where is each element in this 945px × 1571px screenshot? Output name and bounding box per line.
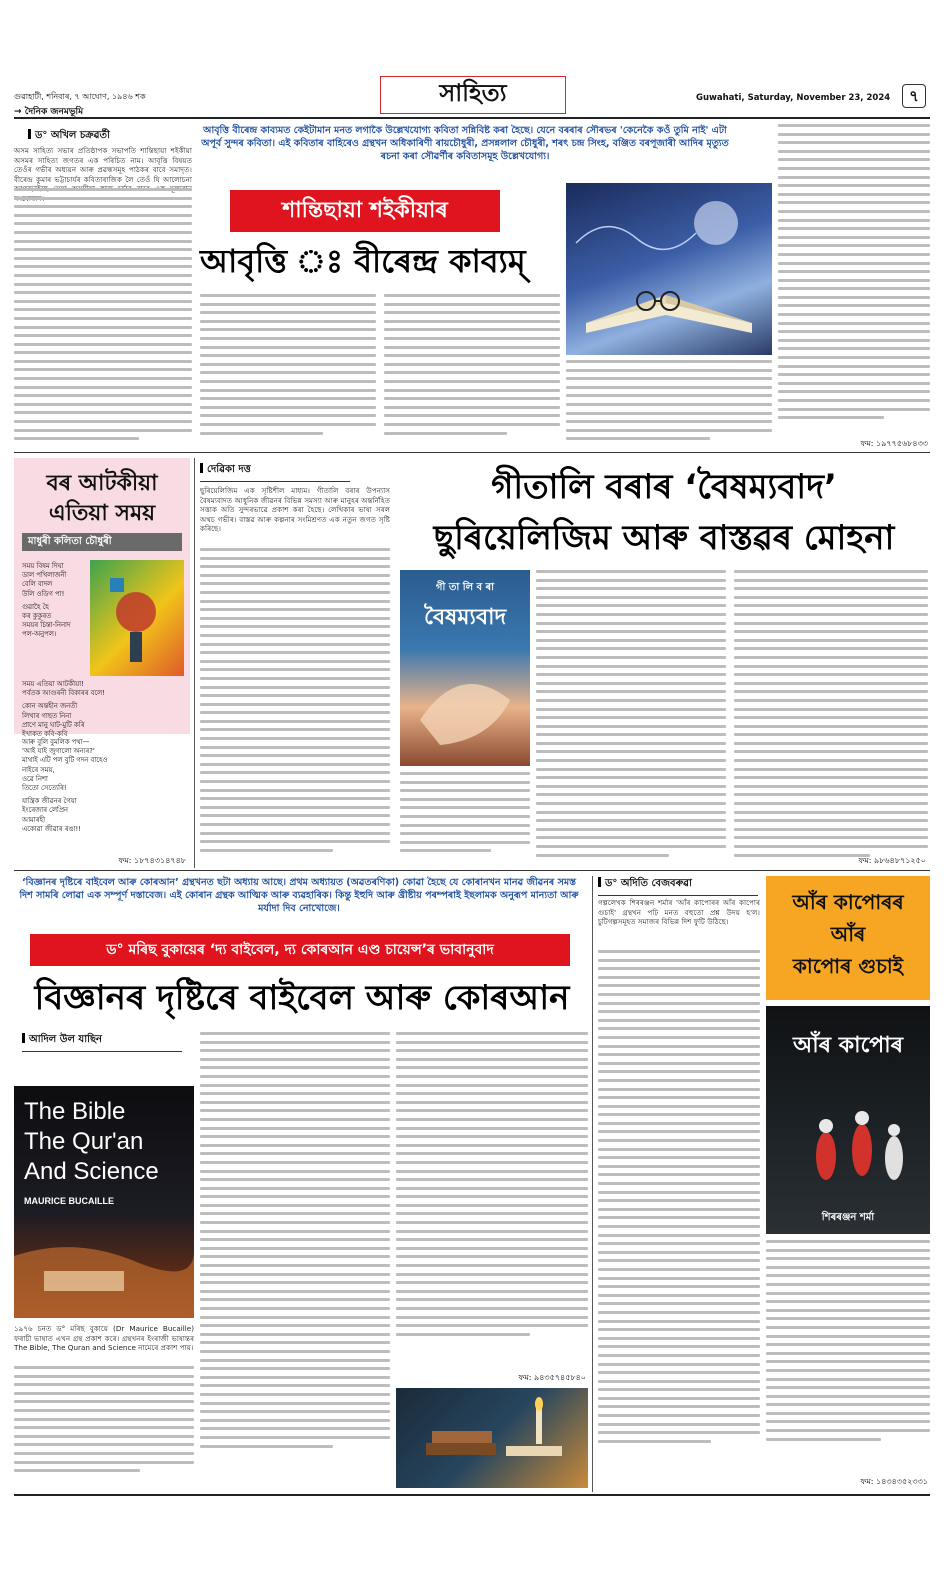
article3-title-line1: গীতালি বৰাৰ ‘বৈষম্যবাদ’ xyxy=(491,467,837,507)
article5-author: ড° অদিতি বেজবৰুৱা xyxy=(605,878,692,889)
article3-author: দেৱিকা দত্ত xyxy=(207,464,251,475)
poem-line: একোৱা জীৱাৰ ৰঙা!! xyxy=(22,824,81,833)
poem-line: প্ৰাণে মানু ঘাট-মুটি কৰি xyxy=(22,720,85,729)
poem-line: সময় বিষম দিঘা xyxy=(22,562,64,570)
article3-lead-text: ছুৰিয়েলিজিম এক সৃষ্টিশীল মাধ্যম। গীতালি বৰাৰ উপন্যাস বৈষম্যবাদত আধুনিক জীৱনৰ বিভিন্ন সমস্যা আৰু মানুহৰ অন্তৰ্নিহিত সত্তাক অতি সুন্দৰভাৱে প্ৰকাশ কৰা হৈছে। লেখিকাৰ ভাষা সৰল অথচ গভীৰ। বাস্তৱ আৰু কল্পনাৰ সংমিশ্ৰণত এক নতুন জগত সৃষ্টি কৰিছে। xyxy=(200,486,390,534)
article2-poem-lower xyxy=(14,738,190,850)
abstract-painting-illustration xyxy=(90,560,184,676)
article3-title-line2: ছুৰিয়েলিজিম আৰু বাস্তৱৰ মোহনা xyxy=(433,518,895,558)
section-title: সাহিত্য xyxy=(439,79,507,107)
poem-line: পৰ্বতক আগুৰনী বিকাৰৰ বলে! xyxy=(22,689,105,698)
poem-line: যান্ত্ৰিক জীৱনৰ গৈয়া xyxy=(22,797,77,806)
article2-poem xyxy=(22,562,90,640)
article4-intro: ‘বিজ্ঞানৰ দৃষ্টিৰে বাইবেল আৰু কোৰআন’ গ্ৰন্থখনত ছটা অধ্যায় আছে। প্ৰথম অধ্যায়ত (অৱতৰণিকা) কোৱা হৈছে যে কোৰানখন মানৱ জীৱনৰ সমস্ত দিশ সামৰি লোৱা এক সম্পূৰ্ণ দস্তাবেজ। এই কোৰান গ্ৰন্থক আত্মিক আৰু ব্যৱহাৰিক। কিন্তু ইহুদি আৰু খ্ৰীষ্টীয় পৰম্পৰাই ইছলামক অনুৰূপ মান্যতা আৰু মৰ্যাদা দিব নোখোজে। xyxy=(19,877,579,914)
article4-col2-body xyxy=(200,1032,390,1488)
poem-line: ডাল পখিলাজনী xyxy=(22,571,67,580)
article4-book-cover xyxy=(14,1086,194,1318)
books-candle-illustration xyxy=(396,1388,588,1488)
poem-line: আমাৰহী xyxy=(22,815,46,824)
poem-line: তিতো সেত্যেৰি! xyxy=(22,784,67,793)
article6-book-cover xyxy=(766,1006,930,1234)
book-cover-title-line: The Qur'an xyxy=(24,1128,144,1155)
open-book-illustration xyxy=(566,183,772,355)
paper-name-arrow: → xyxy=(14,107,25,117)
article2-poem-continued xyxy=(22,680,182,739)
poem-line: উলি ওডিগ পা! xyxy=(22,589,65,598)
poem-line: সময়ৰ চিন্তা-নিনাদ xyxy=(22,621,71,630)
article1-intro: আবৃত্তি বীৰেন্দ্ৰ কাব্যমত কেইটামান মনত লগাকৈ উল্লেখযোগ্য কবিতা সন্নিবিষ্ট কৰা হৈছে। যেনে বৰৰাৰ সৌৰভৰ 'কেনেকৈ কওঁ তুমি নাই' এটা অপূৰ্ব সুন্দৰ কবিতা। এই কবিতাৰ বাহিৰেও গ্ৰন্থখন অধিকাৰিণী ৰায়চৌধুৰী, প্ৰসন্নলাল চৌধুৰী, শৰৎ চন্দ্ৰ সিংহ, বঞ্জিত বৰপূজাৰী আদিৰ মৃত্যুত ৰচনা কৰা সৌৱৰ্ণীৰ কবিতাসমূহ উল্লেখযোগ্য। xyxy=(201,125,729,162)
article4-col1-body xyxy=(14,1366,194,1486)
poem-line: ওৱে নিশা xyxy=(22,774,48,783)
poem-line: ইংৰেজাৰ লেপ্ৰিন xyxy=(22,806,68,815)
article1-fam: ফম: ১৯৭৭৫৬৮৪৩৩ xyxy=(860,439,928,448)
page-number: ৭ xyxy=(902,84,926,108)
paper-name-text: দৈনিক জনমভূমি xyxy=(24,107,84,117)
article1-kicker: শান্তিছায়া শইকীয়াৰ xyxy=(230,190,500,232)
article6-title-line1: আঁৰ কাপোৰৰ xyxy=(792,890,904,914)
article5-lead-text: গল্পলেখক শিৰৰঞ্জন শৰ্মাৰ 'আঁৰ কাপোৰৰ আঁৰ কাপোৰ গুচাই' গ্ৰন্থখন পঢ়ি মনত বহুতো প্ৰশ্ন উদয় হ'ল। চুটিগল্পসমূহত সমাজৰ বিভিন্ন দিশ ফুটি উঠিছে। xyxy=(598,898,760,927)
poem-line: লিখাৰ গাছত নিনা xyxy=(22,711,72,720)
article2-author: মাধুৰী কলিতা চৌধুৰী xyxy=(28,536,112,547)
article6-body xyxy=(766,1240,930,1472)
poem-line: গুৱাহৈ হৈ xyxy=(22,602,49,611)
poem-line: 'আই যাই জুগালো অন্যৰ?' xyxy=(22,747,95,756)
article1-col5-body xyxy=(778,124,930,434)
article1-col3-body xyxy=(384,294,560,449)
article1-author: ড° অখিল চক্ৰৱৰ্তী xyxy=(35,130,110,141)
article1-title: আবৃত্তি ঃ বীৰেন্দ্ৰ কাব্যম্ xyxy=(200,242,526,280)
book-cover-title: আঁৰ কাপোৰ xyxy=(792,1033,904,1058)
byline-marker xyxy=(598,877,601,887)
poem-line: কোন অন্তহীন জনতী xyxy=(22,702,78,711)
article6-title-line2: আঁৰ xyxy=(830,922,866,946)
article2-right-rule xyxy=(194,458,195,868)
abstract-figure-illustration xyxy=(400,570,530,766)
header-right-date: Guwahati, Saturday, November 23, 2024 xyxy=(696,93,891,103)
section-box xyxy=(380,76,566,114)
article4-kicker: ড° মৰিছ বুকায়েৰ ‘দ্য বাইবেল, দ্য কোৰআন এণ্ড চায়েন্স’ৰ ভাবানুবাদ xyxy=(30,934,570,966)
article3-col3-body xyxy=(734,570,928,866)
poem-line: বেলি বাদল xyxy=(22,580,53,589)
article1-col4-body xyxy=(566,360,772,450)
article2-title-line2: এতিয়া সময় xyxy=(48,501,156,526)
book-cover-author: MAURICE BUCAILLE xyxy=(24,1196,114,1206)
article3-col1-body xyxy=(200,548,390,866)
article2-image xyxy=(90,560,184,676)
article4-byline xyxy=(22,1032,182,1052)
article3-byline xyxy=(200,462,350,482)
poem-line: মাথাই এটি পল বুটি গদন বাহেও xyxy=(22,756,108,765)
header-left-date: গুৱাহাটী, শনিবাৰ, ৭ আঘোণ, ১৯৪৬ শক xyxy=(14,92,146,101)
article1-image xyxy=(566,183,772,355)
article5-byline xyxy=(598,876,758,896)
ancient-scroll-illustration xyxy=(14,1086,194,1318)
article1-col2-body xyxy=(200,294,376,449)
book-cover-author: গী তা লি ব ৰা xyxy=(435,582,495,593)
page-bottom-rule xyxy=(14,1494,930,1496)
book-cover-title: বৈষম্যবাদ xyxy=(423,605,507,630)
book-cover-title-line: The Bible xyxy=(24,1098,126,1125)
book-cover-author: শিৰৰঞ্জন শৰ্মা xyxy=(821,1212,875,1223)
poem-line: নাইৰে সময়, xyxy=(22,765,55,774)
poem-line: কৰ কুকুৰত xyxy=(22,612,52,621)
article3-bottom-rule xyxy=(14,870,930,871)
article2-fam: ফম: ১৮৭৪৩১৪৭৪৮ xyxy=(118,856,186,865)
article1-bottom-rule xyxy=(14,452,930,453)
article4-lead-text: ১৯৭৬ চনত ড° মৰিছ বুকায়ে (Dr Maurice Bucaille) ফৰাচী ভাষাত এখন গ্ৰন্থ প্ৰকাশ কৰে। গ্ৰন্থখনৰ ইংৰাজী ভাষান্তৰ The Bible, The Quran and Science নামেৰে প্ৰকাশ পায়। xyxy=(14,1324,194,1353)
poem-line: সময় এতিয়া আটকীয়া! xyxy=(22,680,84,688)
article4-title: বিজ্ঞানৰ দৃষ্টিৰে বাইবেল আৰু কোৰআন xyxy=(34,978,570,1018)
article4-image xyxy=(396,1388,588,1488)
article4-right-rule xyxy=(592,876,593,1492)
article2-author-bar xyxy=(22,533,182,551)
article3-under-cover-body xyxy=(400,772,530,866)
byline-marker xyxy=(22,1033,25,1043)
byline-marker xyxy=(200,463,203,473)
article4-col3-body xyxy=(396,1032,588,1372)
article3-fam: ফম: ৯৮৬৪৮৭১২৫০ xyxy=(858,856,926,865)
poem-line: আৰু বুলি বুমলিক পথা— xyxy=(22,738,90,746)
article5-fam: ফম: ১৪৩৪৩৫২৩৩১ xyxy=(860,1477,928,1486)
book-cover-title-line: And Science xyxy=(24,1158,159,1185)
running-figures-illustration xyxy=(766,1006,930,1234)
article1-col1-body xyxy=(14,188,192,446)
poem-line: পল-অনুপল। xyxy=(22,630,57,639)
article3-col2-body xyxy=(536,570,726,866)
article6-title-line3: কাপোৰ গুচাই xyxy=(792,954,904,978)
byline-marker xyxy=(28,129,31,139)
article5-col1-body xyxy=(598,950,760,1488)
article3-book-cover xyxy=(400,570,530,766)
poem-line: ইখাকত কবি-কবি xyxy=(22,730,68,739)
article1-lead-text: অসম সাহিত্য সভাৰ প্ৰতিষ্ঠাপক সভাপতি শান্তিছায়া শইকীয়া অসমৰ সাহিত্য জগতৰ এক পৰিচিত নাম। আবৃত্তি বিষয়ত তেওঁৰ গভীৰ অধ্যয়ন আৰু প্ৰৱন্ধসমূহ পাঠকৰ বাবে সমাদৃত। বীৰেন্দ্ৰ কুমাৰ ভট্টাচাৰ্যৰ কবিতাৰাজিক লৈ তেওঁ যি আলোচনা xyxy=(14,146,192,184)
article2-title-line1: বৰ আটকীয়া xyxy=(46,471,158,496)
article4-author: আদিল উল যাছিন xyxy=(29,1034,102,1045)
header-rule xyxy=(14,117,930,119)
article1-byline xyxy=(28,128,198,145)
article4-fam: ফম: ৯৪৩৫৭৪৫৮৪০ xyxy=(518,1373,586,1382)
